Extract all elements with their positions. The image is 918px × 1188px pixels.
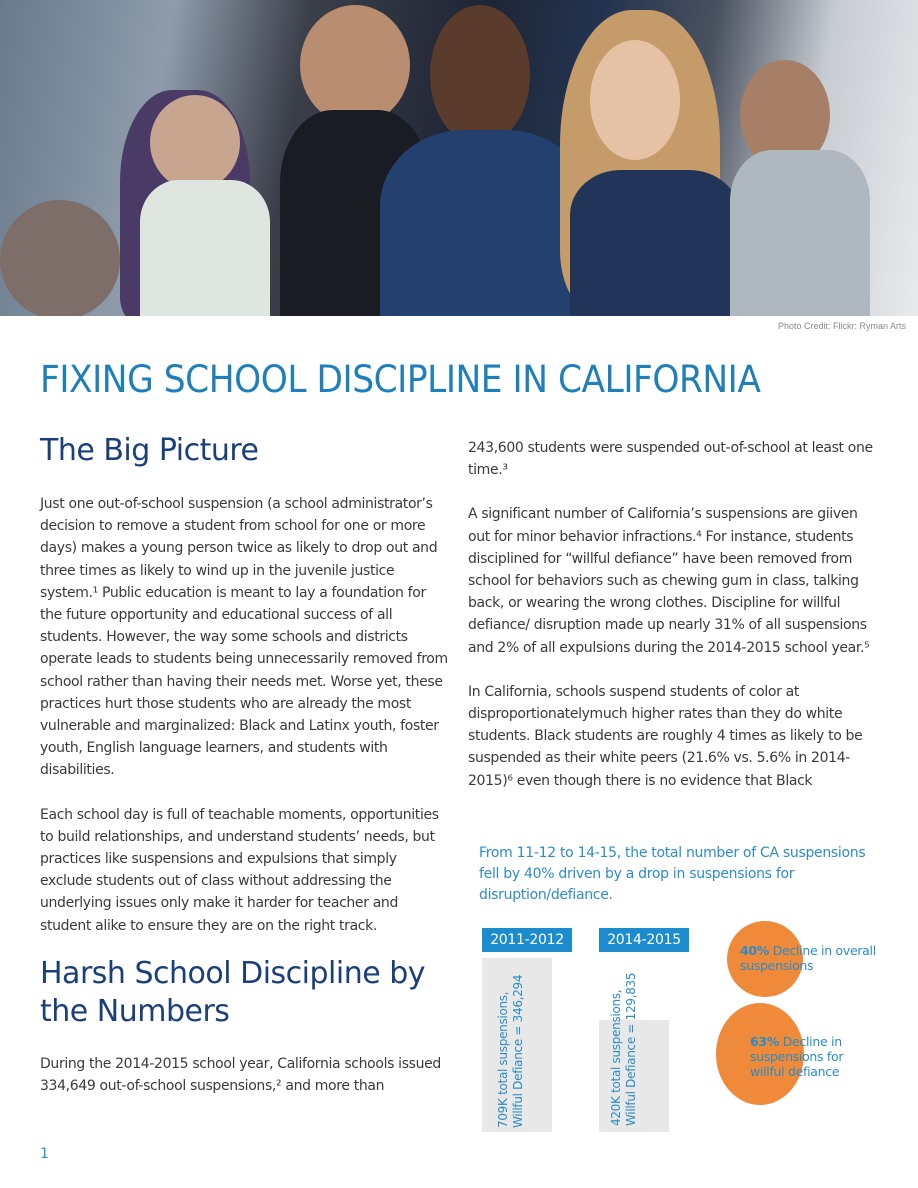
page-title: FIXING SCHOOL DISCIPLINE IN CALIFORNIA [40, 358, 761, 401]
paragraph-disproportionate-rates: In California, schools suspend students of color at disproportionatelymuch higher rates than they do white students. Black students are roughly 4 times as likely to be suspended as their white peers (21.6% vs. 5.6% in 2014-2015)⁶ even though there is no evidence that Black [468, 683, 863, 789]
stat-label-overall: 40% Decline in overall suspensions [740, 943, 876, 973]
right-column [468, 437, 880, 792]
paragraph-students-suspended: 243,600 students were suspended out-of-school at least one time.³ [468, 440, 873, 479]
paragraph-willful-defiance: A significant number of California’s suspensions are giiven out for minor behavior infractions.⁴ For instance, students disciplined for “willful defiance” have been removed from school for behaviors such as chewing gum in class, talking back, or wearing the wrong clothes. Discipline for willful defiance/ disruption made up nearly 31% of all suspensions and 2% of all expulsions during the 2014-2015 school year.⁵ [468, 506, 870, 656]
paragraph-teachable-moments: Each school day is full of teachable moments, opportunities to build relationships, and understand students’ needs, but practices like suspensions and expulsions that simply exclude students out of class without addressing the underlying issues only make it harder for teacher and student alike to ensure they are on the right track. [40, 806, 439, 934]
bar-2011-2012 [482, 958, 552, 1132]
section-heading-big-picture: The Big Picture [40, 433, 259, 468]
year-tab-2014-2015: 2014-2015 [599, 928, 689, 952]
page-number: 1 [40, 1146, 49, 1162]
paragraph-2014-statistics: During the 2014-2015 school year, California schools issued 334,649 out-of-school suspensions,² and more than [40, 1055, 441, 1095]
section-heading-harsh-discipline: Harsh School Discipline by the Numbers [40, 955, 425, 1029]
bar-2014-2015-label: 420K total suspensions, Willful Defiance = 129,835 [609, 972, 638, 1126]
stat-label-willful-defiance: 63% Decline in suspensions for willful defiance [750, 1034, 844, 1079]
left-column [40, 428, 450, 1097]
year-tab-2011-2012: 2011-2012 [482, 928, 572, 952]
bar-2011-2012-label: 709K total suspensions, Willful Defiance = 346,294 [496, 974, 525, 1128]
bar-2014-2015 [599, 972, 669, 1132]
paragraph-suspension-impact: Just one out-of-school suspension (a school administrator’s decision to remove a student from school for one or more days) makes a young person twice as likely to drop out and three times as likely to wind up in the juvenile justice system.¹ Public education is meant to lay a foundation for the future opportunity and educational success of all students. However, the way some schools and districts operate leads to students being unnecessarily removed from school rather than having their needs met. Worse yet, these practices hurt those students who are already the most vulnerable and marginalized: Black and Latinx youth, foster youth, English language learners, and students with disabilities. [40, 496, 448, 779]
photo-credit: Photo Credit: Flickr: Ryman Arts [777, 321, 906, 331]
infographic-callout: From 11-12 to 14-15, the total number of CA suspensions fell by 40% driven by a drop in suspensions for disruption/defiance. [479, 845, 866, 903]
header-photo [0, 0, 918, 316]
